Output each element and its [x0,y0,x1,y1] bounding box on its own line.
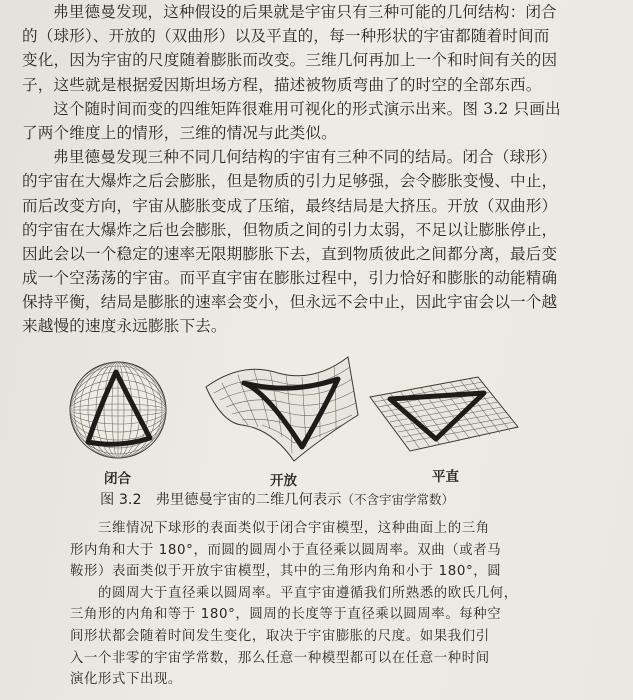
text-line: 了两个维度上的情形，三维的情况与此类似。 [22,123,337,142]
note-line: 形内角和大于 180°，而圆的圆周小于直径乘以圆周率。双曲（或者马 [70,542,502,558]
text-line: 的宇宙在大爆炸之后也会膨胀，但物质之间的引力太弱，不足以让膨胀停止， [22,220,558,239]
flat-label: 平直 [432,469,459,485]
text-line: 因此会以一个稳定的速率无限期膨胀下去，直到物质彼此之间都分离，最后变 [22,244,558,263]
note-line: 三维情况下球形的表面类似于闭合宇宙模型，这种曲面上的三角 [98,521,490,536]
caption-number: 图 3.2 [100,492,142,508]
main-body-text [22,0,622,339]
note-line: 鞍形）表面类似于开放宇宙模型，其中的三角形内角和小于 180°，圆 [70,564,502,580]
paragraph-1 [22,0,622,97]
caption-note: （不含宇宙学常数） [341,492,454,507]
text-line: 的（球形）、开放的（双曲形）以及平直的，每一种形状的宇宙都随着时间而 [22,27,550,46]
paragraph-3 [22,145,622,339]
text-line: 弗里德曼发现三种不同几何结构的宇宙有三种不同的结局。闭合（球形） [53,148,557,167]
text-line: 保持平衡，结局是膨胀的速率会变小，但永远不会中止，因此宇宙会以一个越 [22,293,558,312]
closed-label: 闭合 [104,471,131,487]
sphere-illustration [60,358,178,463]
caption-text: 弗里德曼宇宙的二维几何表示 [155,492,342,508]
text-line: 变化，因为宇宙的尺度随着膨胀而改变。三维几何再加上一个和时间有关的因 [22,51,558,70]
note-line: 的圆周大于直径乘以圆周率。平直宇宙遵循我们所熟悉的欧氏几何， [98,585,518,601]
text-line: 来越慢的速度永远膨胀下去。 [22,317,227,336]
plane-illustration [368,375,520,453]
text-line: 弗里德曼发现，这种假设的后果就是宇宙只有三种可能的几何结构：闭合 [53,3,557,21]
figure-note [70,518,615,691]
note-line: 演化形式下出现。 [70,672,182,688]
text-line: 的宇宙在大爆炸之后会膨胀，但是物质的引力足够强，会令膨胀变慢、中止， [22,172,558,191]
open-label: 开放 [270,473,297,489]
note-line: 三角形的内角和等于 180°，圆周的长度等于直径乘以圆周率。每种空 [70,607,502,623]
note-line: 入一个非零的宇宙学常数，那么任意一种模型都可以在任意一种时间 [70,650,490,666]
saddle-illustration [202,353,362,465]
note-line: 间形状都会随着时间发生变化，取决于宇宙膨胀的尺度。如果我们引 [70,628,490,644]
text-line: 而后改变方向，宇宙从膨胀变成了压缩，最终结局是大挤压。开放（双曲形） [22,196,558,215]
text-line: 成一个空荡荡的宇宙。而平直宇宙在膨胀过程中，引力恰好和膨胀的动能精确 [22,269,558,288]
figure-caption [100,489,454,509]
figure-3-2 [60,353,620,489]
text-line: 子，这些就是根据爱因斯坦场方程，描述被物质弯曲了的时空的全部东西。 [22,75,542,94]
text-line: 这个随时间而变的四维矩阵很难用可视化的形式演示出来。图 3.2 只画出 [53,99,561,118]
paragraph-2 [22,97,622,145]
